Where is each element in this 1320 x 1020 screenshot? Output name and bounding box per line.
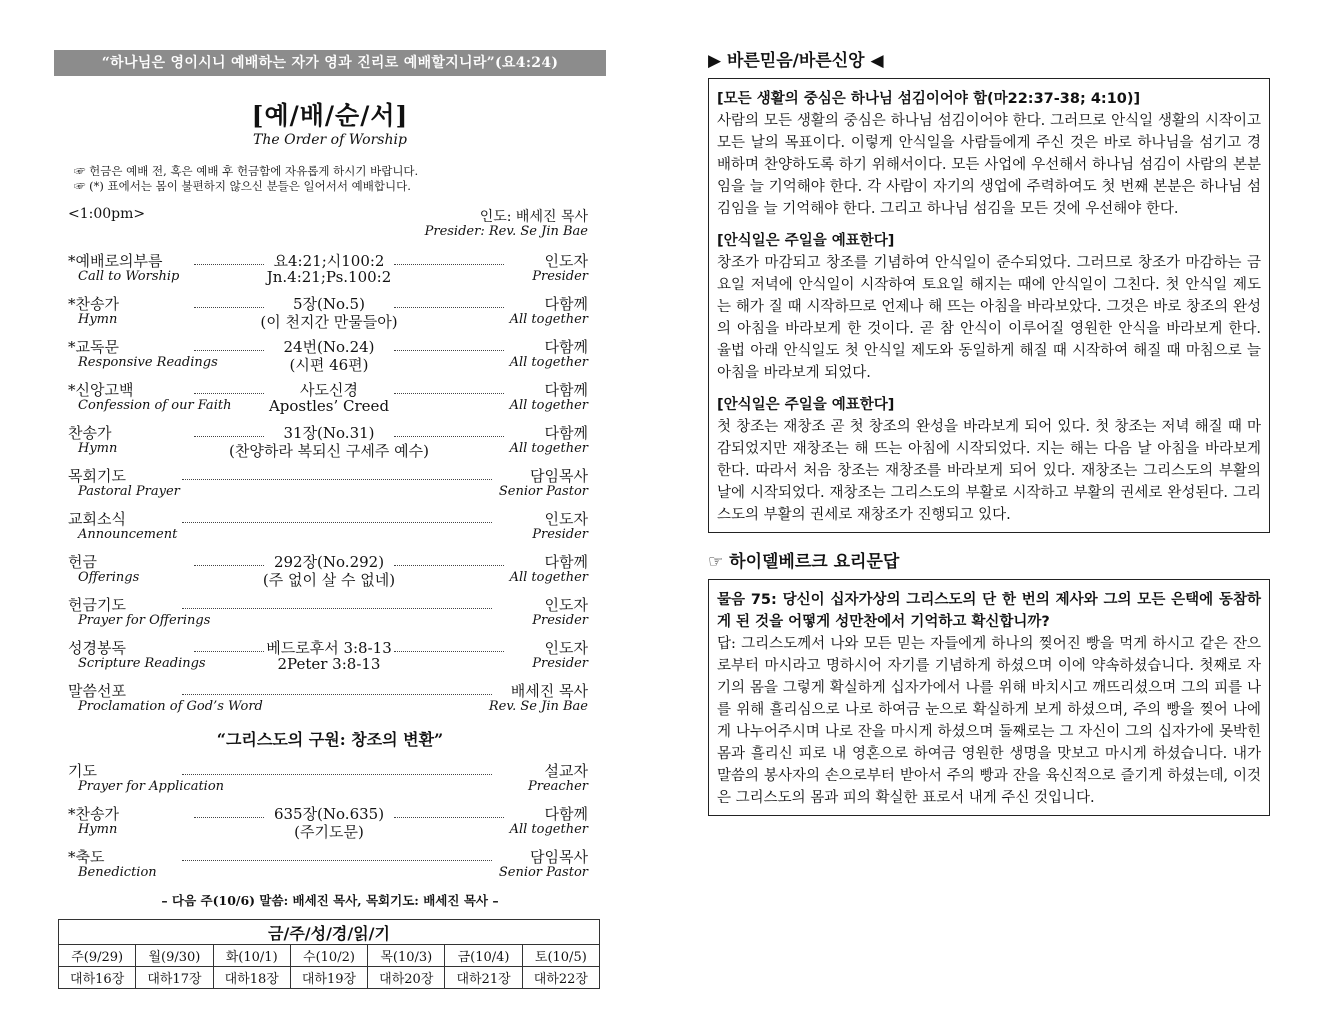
dot-leader <box>394 817 504 818</box>
leader-en: Presider: Rev. Se Jin Bae <box>424 224 588 239</box>
worship-item <box>54 760 606 803</box>
item-role-ko: 다함께 <box>544 805 588 823</box>
item-name-ko: 목회기도 <box>68 467 126 485</box>
service-header <box>54 206 606 246</box>
item-role-ko: 담임목사 <box>530 848 588 866</box>
item-name-ko: *찬송가 <box>68 805 119 823</box>
reading-day: 주(9/29) <box>59 945 136 967</box>
item-role-ko: 다함께 <box>544 553 588 571</box>
item-name-en: Responsive Readings <box>78 355 218 370</box>
dot-leader <box>194 350 264 351</box>
worship-item <box>54 680 606 723</box>
worship-item <box>54 846 606 889</box>
dot-leader <box>182 694 492 695</box>
item-detail: 635장(No.635) <box>273 805 385 823</box>
reading-day: 토(10/5) <box>522 945 599 967</box>
order-of-worship-page <box>54 50 606 989</box>
item-role-en: All together <box>509 822 588 837</box>
faith-paragraph <box>717 394 1261 526</box>
dot-leader <box>394 436 504 437</box>
item-role-ko: 다함께 <box>544 381 588 399</box>
catechism-question: 물음 75: 당신이 십자가상의 그리스도의 단 한 번의 제사와 그의 모든 은택에 동참하게 된 것을 어떻게 성만찬에서 기억하고 확신합니까? <box>717 592 1261 630</box>
reading-chapter: 대하21장 <box>445 967 522 989</box>
item-name-ko: *예배로의부름 <box>68 252 163 270</box>
leader-ko: 인도: 배세진 목사 <box>479 209 588 225</box>
item-name-en: Hymn <box>78 312 118 327</box>
item-role-en: Presider <box>532 613 588 628</box>
item-role-ko: 다함께 <box>544 338 588 356</box>
worship-item <box>54 293 606 336</box>
item-name-ko: *교독문 <box>68 338 119 356</box>
service-time: <1:00pm> <box>68 206 146 222</box>
item-role-ko: 담임목사 <box>530 467 588 485</box>
note-offering: ☞ 헌금은 예배 전, 혹은 예배 후 헌금함에 자유롭게 하시기 바랍니다. <box>74 164 419 178</box>
reading-chapter: 대하17장 <box>136 967 213 989</box>
reading-day: 수(10/2) <box>290 945 367 967</box>
item-role-ko: 인도자 <box>544 639 588 657</box>
item-role-en: All together <box>509 441 588 456</box>
faith-heading: [안식일은 주일을 예표한다] <box>717 397 895 413</box>
item-name-en: Proclamation of God’s Word <box>78 699 263 714</box>
dot-leader <box>394 565 504 566</box>
sermon-title: “그리스도의 구원: 창조의 변환” <box>216 730 444 749</box>
faith-paragraph <box>717 230 1261 384</box>
worship-item <box>54 250 606 293</box>
item-name-en: Offerings <box>78 570 140 585</box>
reading-chapter: 대하20장 <box>368 967 445 989</box>
reading-day: 목(10/3) <box>368 945 445 967</box>
faith-body: 첫 창조는 재창조 곧 첫 창조의 완성을 바라보게 되어 있다. 첫 창조는 저녁 해질 때 마감되었지만 재창조는 해 뜨는 아침에 시작되었다. 지는 해는 다음 날 아침을 바라보게 한다. 따라서 처음 창조는 재창조를 바라보게 되어 있다. 재창조는 그리스도의 부활의 날에 시작되었다. 재창조는 그리스도의 부활로 시작하고 부활의 권세로 완성된다. 그리스도의 부활의 권세로 재창조가 진행되고 있다. <box>717 419 1261 523</box>
item-name-en: Pastoral Prayer <box>78 484 180 499</box>
worship-item <box>54 336 606 379</box>
reading-day: 화(10/1) <box>213 945 290 967</box>
item-role-ko: 인도자 <box>544 596 588 614</box>
dot-leader <box>182 522 492 523</box>
worship-item <box>54 379 606 422</box>
note-standing: ☞ (*) 표에서는 몸이 불편하지 않으신 분들은 일어서서 예배합니다. <box>74 179 411 193</box>
item-detail-sub: (시편 46편) <box>289 356 369 374</box>
faith-paragraph <box>717 88 1261 220</box>
item-detail: 베드로후서 3:8-13 <box>266 639 392 657</box>
item-name-en: Confession of our Faith <box>78 398 232 413</box>
reading-chapter: 대하22장 <box>522 967 599 989</box>
dot-leader <box>194 817 264 818</box>
item-name-ko: 성경봉독 <box>68 639 126 657</box>
item-name-ko: 기도 <box>68 762 97 780</box>
item-role-en: Presider <box>532 269 588 284</box>
catechism-box <box>708 579 1270 816</box>
worship-items <box>54 250 606 723</box>
worship-item <box>54 594 606 637</box>
dot-leader <box>182 774 492 775</box>
dot-leader <box>182 860 492 861</box>
faith-body: 사람의 모든 생활의 중심은 하나님 섬김이어야 한다. 그러므로 안식일 생활의 시작이고 모든 날의 목표이다. 이렇게 안식일을 사람들에게 주신 것은 바로 하나님을 섬기고 경배하며 찬양하도록 하기 위해서이다. 모든 사업에 우선해서 하나님 섬김이 사람의 본분임을 늘 기억해야 한다. 각 사람이 자기의 생업에 주력하여도 첫 번째 본분은 하나님 섬김임을 늘 기억해야 한다. 그리고 하나님 섬김을 모든 것에 우선해야 한다. <box>717 113 1261 217</box>
faith-box <box>708 78 1270 533</box>
item-role-en: Presider <box>532 527 588 542</box>
reading-title: 금/주/성/경/읽/기 <box>59 920 600 945</box>
item-name-ko: 헌금기도 <box>68 596 126 614</box>
dot-leader <box>394 350 504 351</box>
item-detail-sub: Jn.4:21;Ps.100:2 <box>266 268 392 286</box>
faith-heading: [안식일은 주일을 예표한다] <box>717 233 895 249</box>
catechism-section-title: ☞ 하이델베르크 요리문답 <box>708 552 900 572</box>
faith-section-title: ▶ 바른믿음/바른신앙 ◀ <box>708 51 884 71</box>
item-role-en: All together <box>509 398 588 413</box>
item-name-ko: *축도 <box>68 848 105 866</box>
worship-item <box>54 637 606 680</box>
catechism-answer: 답: 그리스도께서 나와 모든 믿는 자들에게 하나의 찢어진 빵을 먹게 하시고 같은 잔으로부터 마시라고 명하시어 자기를 기념하게 하셨으며 이에 약속하셨습니다. 첫째로 자기의 몸을 그렇게 확실하게 십자가에서 나를 위해 바치시고 깨뜨리셨으며 그의 피를 나를 위해 흘리심으로 나로 하여금 눈으로 확실하게 보게 하셨으며, 주의 빵을 찢어 나에게 나누어주시며 나로 잔을 마시게 하셨으며 둘째로는 그 자신이 그의 십자가에 못박힌 몸과 흘리신 피로 내 영혼으로 하여금 영원한 생명을 맛보고 마시게 하셨습니다. 내가 말씀의 봉사자의 손으로부터 받아서 주의 빵과 잔을 육신적으로 즐기게 하셨는데, 이것은 그리스도의 몸과 피의 확실한 표로서 내게 주신 것입니다. <box>717 636 1261 806</box>
item-detail-sub: (주 없이 살 수 없네) <box>262 571 396 589</box>
item-detail: 5장(No.5) <box>293 295 365 313</box>
item-name-en: Announcement <box>78 527 178 542</box>
item-detail: 292장(No.292) <box>273 553 385 571</box>
dot-leader <box>194 651 264 652</box>
item-name-en: Benediction <box>78 865 157 880</box>
item-detail: 요4:21;시100:2 <box>273 252 385 270</box>
item-name-ko: 교회소식 <box>68 510 126 528</box>
item-name-ko: 찬송가 <box>68 424 112 442</box>
item-role-ko: 설교자 <box>544 762 588 780</box>
faith-body: 창조가 마감되고 창조를 기념하여 안식일이 준수되었다. 그러므로 창조가 마감하는 금요일 저녁에 안식일이 시작하여 토요일 해지는 때에 안식일이 그친다. 첫 안식일 제도는 해가 질 때 시작하므로 언제나 해 뜨는 아침을 바라보았다. 그것은 바로 창조의 완성의 아침을 바라보게 한 것이다. 곧 참 안식이 이루어질 영원한 안식을 바라보게 한다. 율법 아래 안식일도 첫 안식일 제도와 동일하게 해질 때 시작하여 해질 때 마침으로 늘 아침을 바라보게 되었다. <box>717 255 1261 381</box>
worship-item <box>54 508 606 551</box>
catechism-qa <box>717 589 1261 809</box>
notes <box>74 164 606 194</box>
worship-item <box>54 422 606 465</box>
bible-reading-table <box>58 919 600 989</box>
item-name-en: Scripture Readings <box>78 656 206 671</box>
item-detail-sub: (찬양하라 복되신 구세주 예수) <box>229 442 429 460</box>
item-detail-sub: (주기도문) <box>294 823 364 841</box>
item-name-en: Hymn <box>78 822 118 837</box>
item-role-en: All together <box>509 570 588 585</box>
item-name-ko: 헌금 <box>68 553 97 571</box>
item-detail: 사도신경 <box>300 381 358 399</box>
dot-leader <box>194 565 264 566</box>
item-detail-sub: (이 천지간 만물들아) <box>260 313 398 331</box>
scripture-banner: “하나님은 영이시니 예배하는 자가 영과 진리로 예배할지니라”(요4:24) <box>54 50 606 76</box>
item-detail-sub: 2Peter 3:8-13 <box>277 655 381 673</box>
worship-item <box>54 465 606 508</box>
item-role-en: Preacher <box>528 779 588 794</box>
item-name-ko: *찬송가 <box>68 295 119 313</box>
item-name-ko: 말씀선포 <box>68 682 126 700</box>
dot-leader <box>182 479 492 480</box>
item-role-ko: 배세진 목사 <box>510 682 588 700</box>
item-role-en: All together <box>509 312 588 327</box>
dot-leader <box>394 393 504 394</box>
item-name-en: Prayer for Application <box>78 779 225 794</box>
next-week-notice: – 다음 주(10/6) 말씀: 배세진 목사, 목회기도: 배세진 목사 – <box>161 893 499 908</box>
dot-leader <box>194 307 264 308</box>
reading-chapter: 대하19장 <box>290 967 367 989</box>
item-role-en: Presider <box>532 656 588 671</box>
item-role-ko: 인도자 <box>544 510 588 528</box>
reading-day: 월(9/30) <box>136 945 213 967</box>
item-role-en: Rev. Se Jin Bae <box>488 699 588 714</box>
page-subtitle: The Order of Worship <box>253 132 407 148</box>
item-name-en: Call to Worship <box>78 269 180 284</box>
item-detail: 24번(No.24) <box>283 338 375 356</box>
item-role-ko: 다함께 <box>544 295 588 313</box>
dot-leader <box>182 608 492 609</box>
item-role-ko: 인도자 <box>544 252 588 270</box>
item-role-ko: 다함께 <box>544 424 588 442</box>
reading-days-row <box>59 945 600 967</box>
dot-leader <box>194 393 264 394</box>
worship-item <box>54 551 606 594</box>
reading-chapters-row <box>59 967 600 989</box>
reading-day: 금(10/4) <box>445 945 522 967</box>
dot-leader <box>194 436 264 437</box>
dot-leader <box>194 264 264 265</box>
item-role-en: Senior Pastor <box>498 484 588 499</box>
dot-leader <box>394 264 504 265</box>
faith-heading: [모든 생활의 중심은 하나님 섬김이어야 함(마22:37-38; 4:10)] <box>717 91 1141 107</box>
doctrine-page <box>708 46 1270 816</box>
dot-leader <box>394 651 504 652</box>
reading-chapter: 대하16장 <box>59 967 136 989</box>
reading-chapter: 대하18장 <box>213 967 290 989</box>
page-title: [예/배/순/서] <box>251 101 409 130</box>
item-name-en: Prayer for Offerings <box>78 613 211 628</box>
item-detail: 31장(No.31) <box>283 424 375 442</box>
item-name-ko: *신앙고백 <box>68 381 134 399</box>
worship-item <box>54 803 606 846</box>
dot-leader <box>394 307 504 308</box>
item-role-en: Senior Pastor <box>498 865 588 880</box>
worship-items-after-sermon <box>54 760 606 889</box>
item-detail-sub: Apostles’ Creed <box>268 397 390 415</box>
item-role-en: All together <box>509 355 588 370</box>
item-name-en: Hymn <box>78 441 118 456</box>
